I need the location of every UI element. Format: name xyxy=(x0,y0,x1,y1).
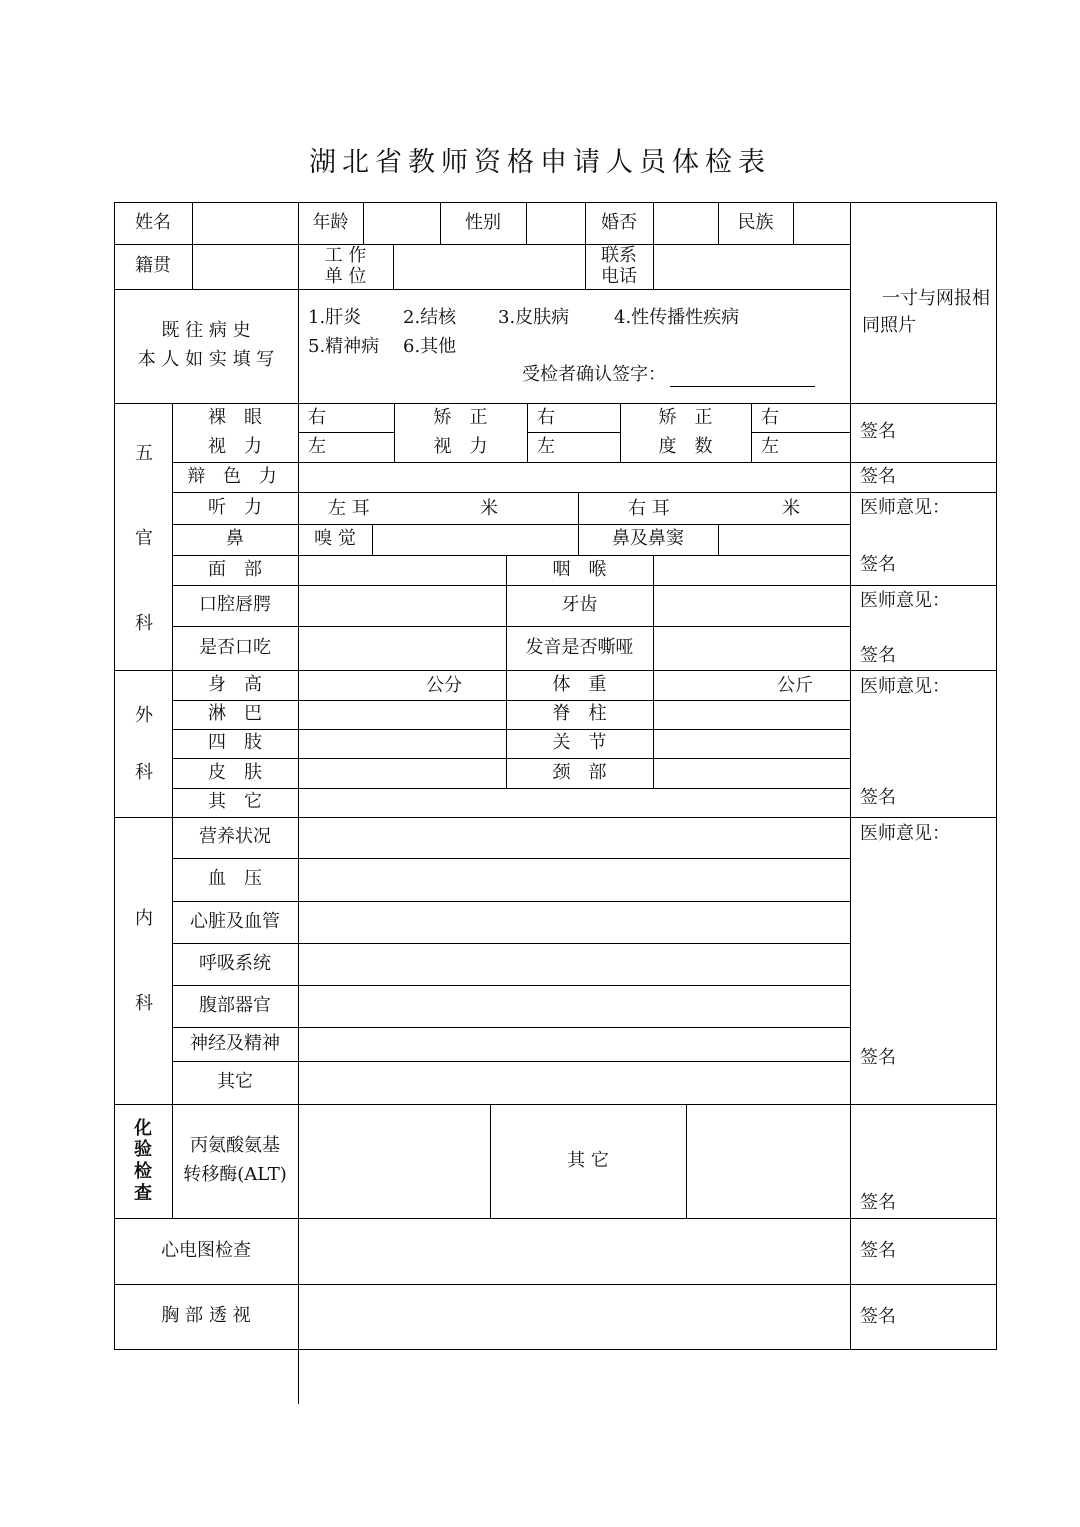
section-waike-label xyxy=(114,670,172,817)
label-teeth: 牙齿 xyxy=(561,594,598,616)
label-hearing: 听 力 xyxy=(208,496,262,518)
field-waike-other[interactable] xyxy=(298,788,850,817)
unit-meter-left: 米 xyxy=(480,498,498,519)
wuguan-side-3: 科 xyxy=(135,613,153,634)
label-naked-vision-line2: 视 力 xyxy=(208,435,262,457)
label-work-unit xyxy=(298,244,393,289)
label-ethnicity: 民族 xyxy=(737,211,774,233)
label-history-line2: 本 人 如 实 填 写 xyxy=(137,349,275,370)
history-item-mental-illness: 5.精神病 xyxy=(308,336,380,357)
history-confirm-label: 受检者确认签字： xyxy=(522,364,666,385)
label-age: 年龄 xyxy=(312,211,349,233)
field-nutrition[interactable] xyxy=(298,817,850,858)
field-nose-sinus[interactable] xyxy=(718,524,850,555)
doctor-opinion-label: 医师意见： xyxy=(860,497,950,518)
label-alt xyxy=(172,1104,298,1218)
label-face: 面 部 xyxy=(208,558,262,580)
field-hoarse[interactable] xyxy=(653,626,850,670)
field-age[interactable] xyxy=(363,202,440,244)
label-neck: 颈 部 xyxy=(552,761,607,783)
sign-hearing: 签名 xyxy=(860,554,896,575)
label-weight: 体 重 xyxy=(552,673,607,695)
label-alt-line1: 丙氨酸氨基 xyxy=(190,1135,280,1157)
field-smell[interactable] xyxy=(372,524,578,555)
label-naked-vision xyxy=(172,403,298,462)
field-neike-other[interactable] xyxy=(298,1061,850,1104)
label-smell: 嗅 觉 xyxy=(314,528,356,550)
label-correction-degree-line2: 度 数 xyxy=(658,435,713,457)
field-neck[interactable] xyxy=(653,758,850,788)
label-hoarse: 发音是否嘶哑 xyxy=(525,636,634,658)
wuguan-side-1: 五 xyxy=(135,443,153,464)
field-limbs[interactable] xyxy=(298,729,506,758)
page-title: 湖北省教师资格申请人员体检表 xyxy=(309,147,771,178)
unit-kg: 公斤 xyxy=(777,675,813,696)
waike-side-2: 科 xyxy=(135,762,153,783)
corrected-left[interactable]: 左 xyxy=(537,436,555,457)
label-limbs: 四 肢 xyxy=(208,732,262,754)
label-right-ear: 右 耳 xyxy=(628,498,670,519)
lab-side-3: 检 xyxy=(134,1161,152,1182)
lab-side-2: 验 xyxy=(134,1139,152,1161)
label-neike-other: 其它 xyxy=(217,1071,253,1093)
waike-side-1: 外 xyxy=(135,705,153,726)
label-heart: 心脏及血管 xyxy=(190,910,280,932)
opinion-neike[interactable] xyxy=(850,817,996,1104)
label-alt-line2: 转移酶(ALT) xyxy=(183,1164,287,1185)
degree-left[interactable]: 左 xyxy=(761,436,779,457)
label-history-line1: 既 往 病 史 xyxy=(161,320,251,342)
label-left-ear: 左 耳 xyxy=(328,498,370,519)
degree-right[interactable]: 右 xyxy=(761,407,779,428)
label-gender: 性别 xyxy=(465,211,501,233)
label-corrected-vision-line2: 视 力 xyxy=(433,435,488,457)
section-wuguan-label xyxy=(114,403,172,670)
label-lab-other: 其 它 xyxy=(567,1149,609,1171)
field-skin[interactable] xyxy=(298,758,506,788)
label-marital: 婚否 xyxy=(601,211,637,233)
label-phone-line2: 电话 xyxy=(601,265,637,287)
opinion-waike[interactable] xyxy=(850,670,996,817)
label-lymph: 淋 巴 xyxy=(208,703,262,725)
sign-oral: 签名 xyxy=(860,645,896,666)
field-chest[interactable] xyxy=(298,1284,850,1349)
label-nose-sinus: 鼻及鼻窦 xyxy=(612,528,684,550)
label-throat: 咽 喉 xyxy=(552,558,607,580)
label-joints: 关 节 xyxy=(552,732,607,754)
label-mouth: 口腔唇腭 xyxy=(199,594,271,616)
label-corrected-vision-line1: 矫 正 xyxy=(433,406,488,428)
label-work-unit-line1: 工 作 xyxy=(324,244,367,266)
label-correction-degree xyxy=(620,403,751,462)
field-neuro[interactable] xyxy=(298,1027,850,1061)
sign-color-vision: 签名 xyxy=(860,466,896,487)
field-lymph[interactable] xyxy=(298,700,506,729)
label-blood-pressure: 血 压 xyxy=(208,868,262,890)
field-joints[interactable] xyxy=(653,729,850,758)
label-nutrition: 营养状况 xyxy=(199,826,271,848)
field-weight[interactable] xyxy=(653,670,850,700)
label-corrected-vision xyxy=(394,403,527,462)
sign-waike: 签名 xyxy=(860,787,896,808)
field-face[interactable] xyxy=(298,555,506,585)
lab-side-1: 化 xyxy=(134,1117,152,1139)
history-content xyxy=(298,289,850,403)
label-height: 身 高 xyxy=(208,673,262,695)
section-neike-label xyxy=(114,817,172,1104)
unit-cm: 公分 xyxy=(426,675,462,696)
history-item-other: 6.其他 xyxy=(403,336,457,357)
field-work-unit[interactable] xyxy=(393,244,585,289)
field-lab-other[interactable] xyxy=(686,1104,850,1218)
label-work-unit-line2: 单 位 xyxy=(324,265,367,287)
label-color-vision: 辩 色 力 xyxy=(187,465,283,487)
wuguan-side-2: 官 xyxy=(135,528,153,549)
history-item-std: 4.性传播性疾病 xyxy=(614,307,740,328)
opinion-ent-1[interactable] xyxy=(850,492,996,585)
field-teeth[interactable] xyxy=(653,585,850,626)
field-marital[interactable] xyxy=(653,202,718,244)
field-respiratory[interactable] xyxy=(298,943,850,985)
label-skin: 皮 肤 xyxy=(208,761,262,783)
field-heart[interactable] xyxy=(298,901,850,943)
corrected-right[interactable]: 右 xyxy=(537,407,555,428)
label-abdomen: 腹部器官 xyxy=(199,994,271,1016)
history-item-skin-disease: 3.皮肤病 xyxy=(498,307,570,328)
naked-right[interactable]: 右 xyxy=(308,407,326,428)
field-ethnicity[interactable] xyxy=(793,202,850,244)
sign-ecg: 签名 xyxy=(860,1240,896,1261)
field-right-ear[interactable] xyxy=(578,492,850,524)
label-naked-vision-line1: 裸 眼 xyxy=(208,406,262,428)
field-abdomen[interactable] xyxy=(298,985,850,1027)
sign-neike: 签名 xyxy=(860,1047,896,1068)
neike-side-2: 科 xyxy=(135,993,153,1014)
doctor-opinion-label: 医师意见： xyxy=(860,823,950,844)
label-correction-degree-line1: 矫 正 xyxy=(658,406,713,428)
label-phone-line1: 联系 xyxy=(601,244,637,266)
opinion-ent-2[interactable] xyxy=(850,585,996,670)
sign-chest: 签名 xyxy=(860,1306,896,1327)
field-color-vision[interactable] xyxy=(298,462,850,492)
label-name: 姓名 xyxy=(135,211,171,233)
naked-left[interactable]: 左 xyxy=(308,436,326,457)
field-blood-pressure[interactable] xyxy=(298,858,850,901)
section-lab-label xyxy=(114,1104,172,1218)
sign-vision: 签名 xyxy=(860,421,896,442)
field-height[interactable] xyxy=(298,670,506,700)
label-history xyxy=(114,289,298,403)
photo-area xyxy=(850,202,996,403)
photo-note-line1: 一寸与网报相 xyxy=(882,288,990,309)
label-chest: 胸 部 透 视 xyxy=(161,1305,251,1327)
photo-note-line2: 同照片 xyxy=(862,314,916,336)
label-spine: 脊 柱 xyxy=(552,703,607,725)
field-stutter[interactable] xyxy=(298,626,506,670)
unit-meter-right: 米 xyxy=(782,498,800,519)
field-spine[interactable] xyxy=(653,700,850,729)
sign-lab: 签名 xyxy=(860,1191,896,1213)
label-neuro: 神经及精神 xyxy=(190,1032,280,1054)
field-throat[interactable] xyxy=(653,555,850,585)
field-alt[interactable] xyxy=(298,1104,490,1218)
label-respiratory: 呼吸系统 xyxy=(199,952,271,974)
history-confirm xyxy=(522,364,815,387)
doctor-opinion-label: 医师意见： xyxy=(860,590,950,611)
lab-side-4: 查 xyxy=(134,1182,152,1204)
label-ecg: 心电图检查 xyxy=(161,1239,251,1261)
label-nose: 鼻 xyxy=(226,528,244,550)
field-mouth[interactable] xyxy=(298,585,506,626)
label-native-place: 籍贯 xyxy=(135,255,171,277)
field-native-place[interactable] xyxy=(192,244,298,289)
field-gender[interactable] xyxy=(526,202,585,244)
label-stutter: 是否口吃 xyxy=(199,636,271,658)
field-name[interactable] xyxy=(192,202,298,244)
history-item-tuberculosis: 2.结核 xyxy=(403,307,457,328)
signature-line[interactable] xyxy=(670,368,815,387)
field-left-ear[interactable] xyxy=(298,492,578,524)
history-item-hepatitis: 1.肝炎 xyxy=(308,307,362,328)
neike-side-1: 内 xyxy=(135,908,153,929)
field-ecg[interactable] xyxy=(298,1218,850,1284)
field-phone[interactable] xyxy=(653,244,850,289)
label-waike-other: 其 它 xyxy=(208,791,262,813)
label-phone xyxy=(585,244,653,289)
doctor-opinion-label: 医师意见： xyxy=(860,676,950,697)
